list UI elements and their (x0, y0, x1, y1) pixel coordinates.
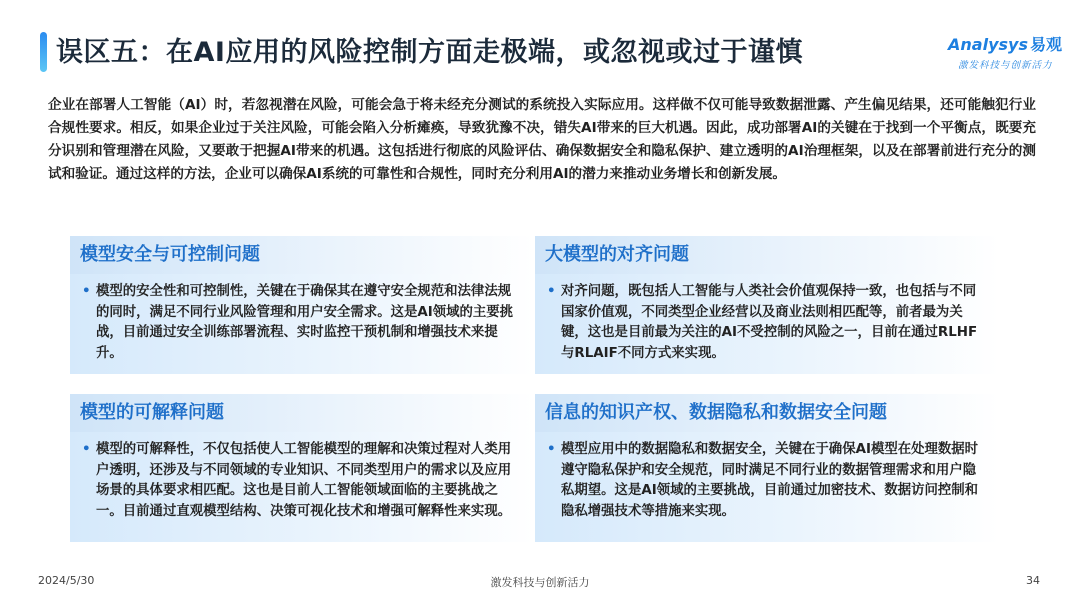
card-explainability (70, 394, 534, 542)
page-title: 误区五：在AI应用的风险控制方面走极端，或忽视或过于谨慎 (56, 37, 803, 68)
card-title: 大模型的对齐问题 (535, 236, 999, 274)
card-title: 模型的可解释问题 (70, 394, 534, 432)
card-body (70, 432, 534, 522)
card-text: 模型应用中的数据隐私和数据安全，关键在于确保AI模型在处理数据时遵守隐私保护和安全规范，同时满足不同行业的数据管理需求和用户隐私期望。这是AI领域的主要挑战，目前通过加密技术、数据访问控制和隐私增强技术等措施来实现。 (561, 442, 979, 519)
card-text: 对齐问题，既包括人工智能与人类社会价值观保持一致，也包括与不同国家价值观，不同类型企业经营以及商业法则相匹配等，前者最为关键，这也是目前最为关注的AI不受控制的风险之一，目前在通过RLHF与RLAIF不同方式来实现。 (561, 284, 978, 361)
page-number: 34 (1026, 574, 1040, 587)
card-text: 模型的可解释性，不仅包括使人工智能模型的理解和决策过程对人类用户透明，还涉及与不同领域的专业知识、不同类型用户的需求以及应用场景的具体要求相匹配。这也是目前人工智能领域面临的主要挑战之一。目前通过直观模型结构、决策可视化技术和增强可解释性来实现。 (96, 442, 512, 519)
intro-paragraph: 企业在部署人工智能（AI）时，若忽视潜在风险，可能会急于将未经充分测试的系统投入实际应用。这样做不仅可能导致数据泄露、产生偏见结果，还可能触犯行业合规性要求。相反，如果企业过于关注风险，可能会陷入分析瘫痪，导致犹豫不决，错失AI带来的巨大机遇。因此，成功部署AI的关键在于找到一个平衡点，既要充分识别和管理潜在风险，又要敢于把握AI带来的机遇。这包括进行彻底的风险评估、确保数据安全和隐私保护、建立透明的AI治理框架，以及在部署前进行充分的测试和验证。通过这样的方法，企业可以确保AI系统的可靠性和合规性，同时充分利用AI的潜力来推动业务增长和创新发展。 (48, 97, 1036, 182)
logo-tagline: 激发科技与创新活力 (958, 60, 1053, 71)
card-title: 信息的知识产权、数据隐私和数据安全问题 (535, 394, 999, 432)
logo-cn: 易观 (1029, 35, 1062, 54)
bullet-icon: • (82, 284, 91, 299)
card-body (535, 274, 999, 364)
analysys-logo (948, 32, 1064, 72)
card-model-safety (70, 236, 534, 374)
title-accent-bar (40, 32, 47, 72)
bullet-icon: • (82, 442, 91, 457)
card-alignment (535, 236, 999, 374)
bullet-icon: • (547, 284, 556, 299)
card-text: 模型的安全性和可控制性，关键在于确保其在遵守安全规范和法律法规的同时，满足不同行业风险管理和用户安全需求。这是AI领域的主要挑战，目前通过安全训练部署流程、实时监控干预机制和增强技术来提升。 (96, 284, 514, 361)
card-body (70, 274, 534, 364)
footer-date: 2024/5/30 (38, 574, 95, 587)
footer-tagline: 激发科技与创新活力 (490, 576, 590, 589)
logo-en: nalysys (960, 35, 1028, 54)
card-title: 模型安全与可控制问题 (70, 236, 534, 274)
bullet-icon: • (547, 442, 556, 457)
logo-wordmark (948, 32, 1064, 55)
logo-prefix: A (948, 35, 961, 54)
card-body (535, 432, 999, 522)
card-data-privacy (535, 394, 999, 542)
